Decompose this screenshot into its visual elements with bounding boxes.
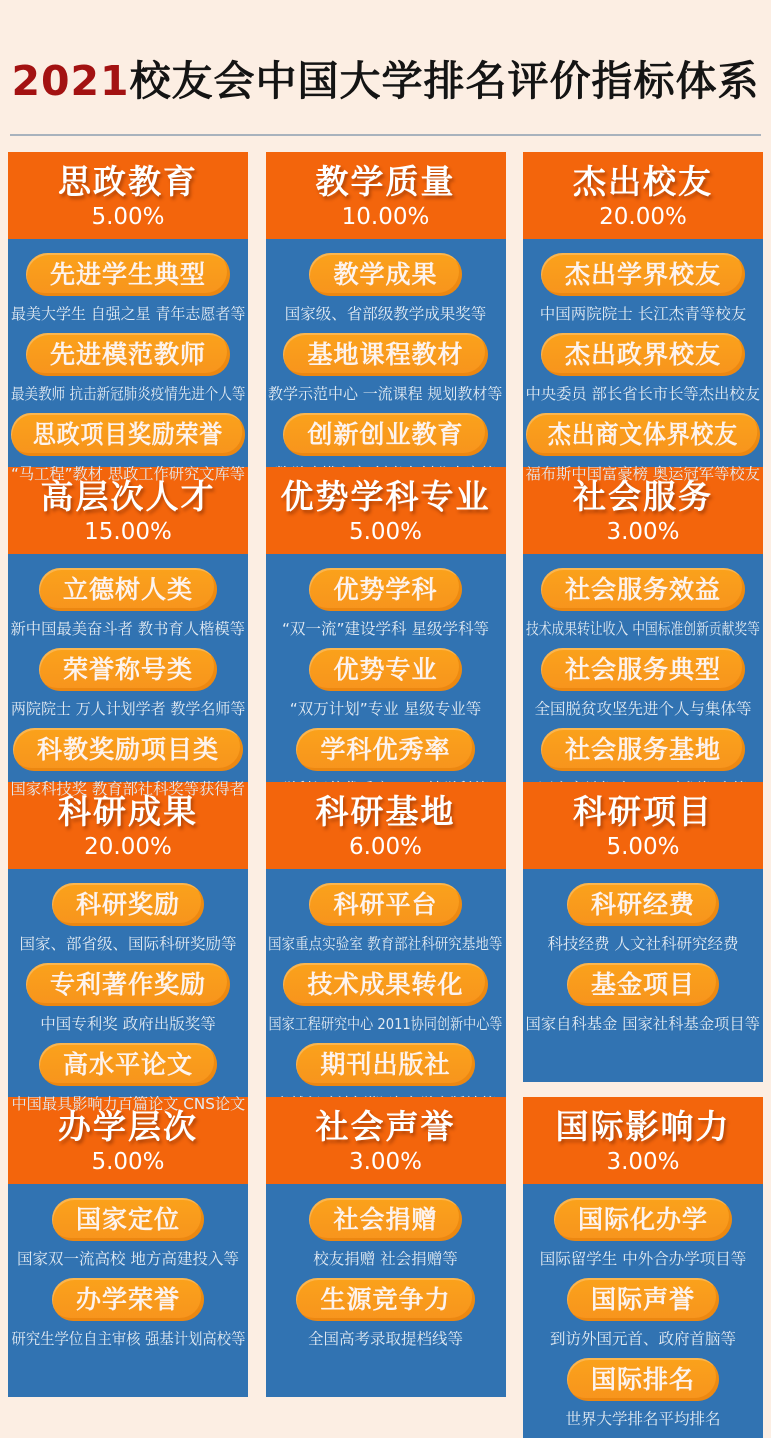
sub-indicator: [10, 963, 246, 1034]
sub-indicator-pill: 优势学科: [309, 568, 461, 611]
sub-indicator-pill: 技术成果转化: [283, 963, 487, 1006]
card-weight: 15.00%: [84, 518, 172, 545]
card-title: 杰出校友: [573, 162, 713, 202]
card-weight: 3.00%: [606, 1148, 680, 1175]
sub-indicator-pill: 荣誉称号类: [39, 648, 217, 691]
card-body: [8, 1184, 248, 1397]
sub-indicator-pill: 期刊出版社: [296, 1043, 474, 1086]
title-divider: [10, 134, 761, 136]
card-title: 教学质量: [315, 162, 456, 202]
sub-indicator-desc: 技术成果转让收入 中国标准创新贡献奖等: [526, 619, 760, 638]
card-header: [266, 1097, 506, 1184]
sub-indicator-pill: 先进学生典型: [26, 253, 230, 296]
card-header: [523, 1097, 763, 1184]
card-weight: 6.00%: [348, 833, 423, 860]
sub-indicator-desc: 国家工程研究中心 2011协同创新中心等: [268, 1014, 503, 1033]
sub-indicator: [10, 1278, 246, 1349]
card-weight: 20.00%: [599, 203, 687, 230]
sub-indicator-desc: “双一流”建设学科 星级学科等: [282, 619, 489, 638]
card-title: 高层次人才: [40, 477, 216, 517]
sub-indicator: [525, 648, 761, 719]
sub-indicator-pill: 国家定位: [52, 1198, 204, 1241]
sub-indicator-desc: 中国两院院士 长江杰青等校友: [539, 304, 747, 323]
sub-indicator-pill: 思政项目奖励荣誉: [11, 413, 245, 456]
sub-indicator-desc: 福布斯中国富豪榜 奥运冠军等校友: [525, 464, 761, 483]
card-weight: 3.00%: [348, 1148, 423, 1175]
sub-indicator-desc: 国家自科基金 国家社科基金项目等: [525, 1014, 761, 1033]
sub-indicator: [525, 1278, 761, 1349]
sub-indicator-pill: 杰出学界校友: [541, 253, 745, 296]
card-body: [266, 554, 506, 808]
card-title: 科研项目: [573, 792, 713, 832]
sub-indicator-desc: 全国脱贫攻坚先进个人与集体等: [534, 699, 752, 718]
sub-indicator-pill: 办学荣誉: [52, 1278, 204, 1321]
sub-indicator-pill: 杰出政界校友: [541, 333, 745, 376]
sub-indicator-pill: 高水平论文: [39, 1043, 217, 1086]
sub-indicator-pill: 基金项目: [567, 963, 719, 1006]
card-body: [266, 239, 506, 493]
sub-indicator-pill: 科教奖励项目类: [13, 728, 243, 771]
card-header: [266, 467, 506, 554]
sub-indicator-desc: 最美大学生 自强之星 青年志愿者等: [10, 304, 246, 323]
card-body: [8, 239, 248, 493]
sub-indicator-desc: 国家重点实验室 教育部社科研究基地等: [268, 934, 503, 953]
indicator-card-youshixueke: [266, 467, 506, 767]
sub-indicator: [525, 413, 761, 484]
sub-indicator-desc: 教学示范中心 一流课程 规划教材等: [268, 384, 503, 403]
sub-indicator-desc: 中央委员 部长省长市长等杰出校友: [525, 384, 761, 403]
sub-indicator: [525, 883, 761, 954]
sub-indicator: [525, 1198, 761, 1269]
card-weight: 5.00%: [91, 203, 165, 230]
card-body: [523, 1184, 763, 1438]
card-body: [266, 1184, 506, 1397]
card-weight: 5.00%: [91, 1148, 165, 1175]
sub-indicator-desc: “马工程”教材 思政工作研究文库等: [11, 464, 245, 483]
indicator-grid: [8, 152, 763, 1428]
card-title: 科研成果: [58, 792, 198, 832]
indicator-card-sizheng: [8, 152, 248, 483]
sub-indicator-pill: 创新创业教育: [283, 413, 487, 456]
sub-indicator-pill: 社会服务效益: [541, 568, 745, 611]
card-title: 科研基地: [315, 792, 456, 832]
card-body: [523, 239, 763, 493]
sub-indicator: [268, 883, 504, 954]
sub-indicator-desc: 国际留学生 中外合办学项目等: [539, 1249, 747, 1268]
sub-indicator: [268, 568, 504, 639]
sub-indicator-desc: 中国最具影响力百篇论文 CNS论文: [11, 1094, 245, 1113]
card-weight: 3.00%: [606, 518, 680, 545]
sub-indicator-pill: 优势专业: [309, 648, 461, 691]
sub-indicator: [525, 1358, 761, 1429]
card-header: [8, 152, 248, 239]
sub-indicator-pill: 杰出商文体界校友: [526, 413, 760, 456]
card-title: 社会声誉: [315, 1107, 456, 1147]
sub-indicator-desc: “双万计划”专业 星级专业等: [289, 699, 482, 718]
card-header: [266, 782, 506, 869]
sub-indicator-pill: 科研平台: [309, 883, 461, 926]
sub-indicator-desc: 最美教师 抗击新冠肺炎疫情先进个人等: [10, 384, 246, 403]
sub-indicator-desc: 国家双一流高校 地方高建投入等: [17, 1249, 239, 1268]
card-title: 思政教育: [58, 162, 198, 202]
card-body: [8, 869, 248, 1123]
sub-indicator-desc: 新中国最美奋斗者 教书育人楷模等: [10, 619, 246, 638]
indicator-card-keyanjidi: [266, 782, 506, 1082]
sub-indicator-pill: 教学成果: [309, 253, 461, 296]
sub-indicator-pill: 基地课程教材: [283, 333, 487, 376]
sub-indicator-desc: 国家级、省部级教学成果奖等: [284, 304, 487, 323]
card-header: [266, 152, 506, 239]
card-body: [523, 554, 763, 808]
indicator-card-keyanchengguo: [8, 782, 248, 1113]
card-title: 国际影响力: [555, 1107, 731, 1147]
indicator-card-guojiyingxiangli: [523, 1097, 763, 1428]
sub-indicator-pill: 科研奖励: [52, 883, 204, 926]
sub-indicator-desc: 世界大学排名平均排名: [565, 1409, 721, 1428]
sub-indicator-desc: 国家、部省级、国际科研奖励等: [19, 934, 237, 953]
card-title: 办学层次: [58, 1107, 198, 1147]
sub-indicator: [10, 253, 246, 324]
sub-indicator: [10, 568, 246, 639]
sub-indicator-pill: 先进模范教师: [26, 333, 230, 376]
sub-indicator: [268, 253, 504, 324]
sub-indicator: [525, 333, 761, 404]
card-weight: 5.00%: [606, 833, 680, 860]
sub-indicator-pill: 社会服务典型: [541, 648, 745, 691]
indicator-card-gaocengci: [8, 467, 248, 798]
card-weight: 10.00%: [341, 203, 430, 230]
indicator-card-shehuifuwu: [523, 467, 763, 767]
sub-indicator-pill: 社会捐赠: [309, 1198, 461, 1241]
sub-indicator: [525, 568, 761, 639]
sub-indicator-desc: 全国高考录取提档线等: [307, 1329, 463, 1348]
sub-indicator-desc: 科技经费 人文社科研究经费: [547, 934, 739, 953]
card-body: [523, 869, 763, 1082]
sub-indicator-desc: 中国专利奖 政府出版奖等: [40, 1014, 216, 1033]
sub-indicator-pill: 国际声誉: [567, 1278, 719, 1321]
sub-indicator: [268, 333, 504, 404]
card-title: 优势学科专业: [280, 477, 491, 517]
sub-indicator-pill: 社会服务基地: [541, 728, 745, 771]
sub-indicator-desc: 两院院士 万人计划学者 教学名师等: [10, 699, 246, 718]
sub-indicator: [268, 648, 504, 719]
indicator-card-banxuecengci: [8, 1097, 248, 1397]
card-weight: 20.00%: [84, 833, 172, 860]
sub-indicator-pill: 科研经费: [567, 883, 719, 926]
sub-indicator-pill: 生源竞争力: [296, 1278, 474, 1321]
indicator-card-shehuishengyu: [266, 1097, 506, 1397]
card-header: [523, 152, 763, 239]
card-weight: 5.00%: [348, 518, 423, 545]
sub-indicator: [10, 413, 246, 484]
card-header: [523, 782, 763, 869]
card-body: [266, 869, 506, 1123]
sub-indicator: [268, 1278, 504, 1349]
sub-indicator: [10, 333, 246, 404]
sub-indicator-pill: 国际排名: [567, 1358, 719, 1401]
page-title-text: 校友会中国大学排名评价指标体系: [129, 57, 760, 106]
sub-indicator-pill: 专利著作奖励: [26, 963, 230, 1006]
indicator-card-jiechuxiaoyou: [523, 152, 763, 483]
card-title: 社会服务: [573, 477, 713, 517]
sub-indicator: [10, 883, 246, 954]
sub-indicator: [10, 728, 246, 799]
sub-indicator-desc: 国家科技奖 教育部社科奖等获得者: [10, 779, 246, 798]
indicator-card-jiaoxue: [266, 152, 506, 452]
sub-indicator-pill: 立德树人类: [39, 568, 217, 611]
sub-indicator: [268, 1198, 504, 1269]
card-body: [8, 554, 248, 808]
sub-indicator: [525, 963, 761, 1034]
sub-indicator: [525, 253, 761, 324]
sub-indicator: [10, 648, 246, 719]
sub-indicator: [10, 1198, 246, 1269]
sub-indicator-pill: 国际化办学: [554, 1198, 732, 1241]
sub-indicator: [268, 963, 504, 1034]
indicator-card-keyanxiangmu: [523, 782, 763, 1082]
sub-indicator-desc: 到访外国元首、政府首脑等: [549, 1329, 736, 1348]
sub-indicator: [10, 1043, 246, 1114]
sub-indicator-desc: 校友捐赠 社会捐赠等: [313, 1249, 458, 1268]
sub-indicator-desc: 研究生学位自主审核 强基计划高校等: [11, 1329, 245, 1348]
page-title-year: 2021: [11, 57, 130, 106]
page-title: [0, 27, 771, 106]
sub-indicator-pill: 学科优秀率: [296, 728, 474, 771]
